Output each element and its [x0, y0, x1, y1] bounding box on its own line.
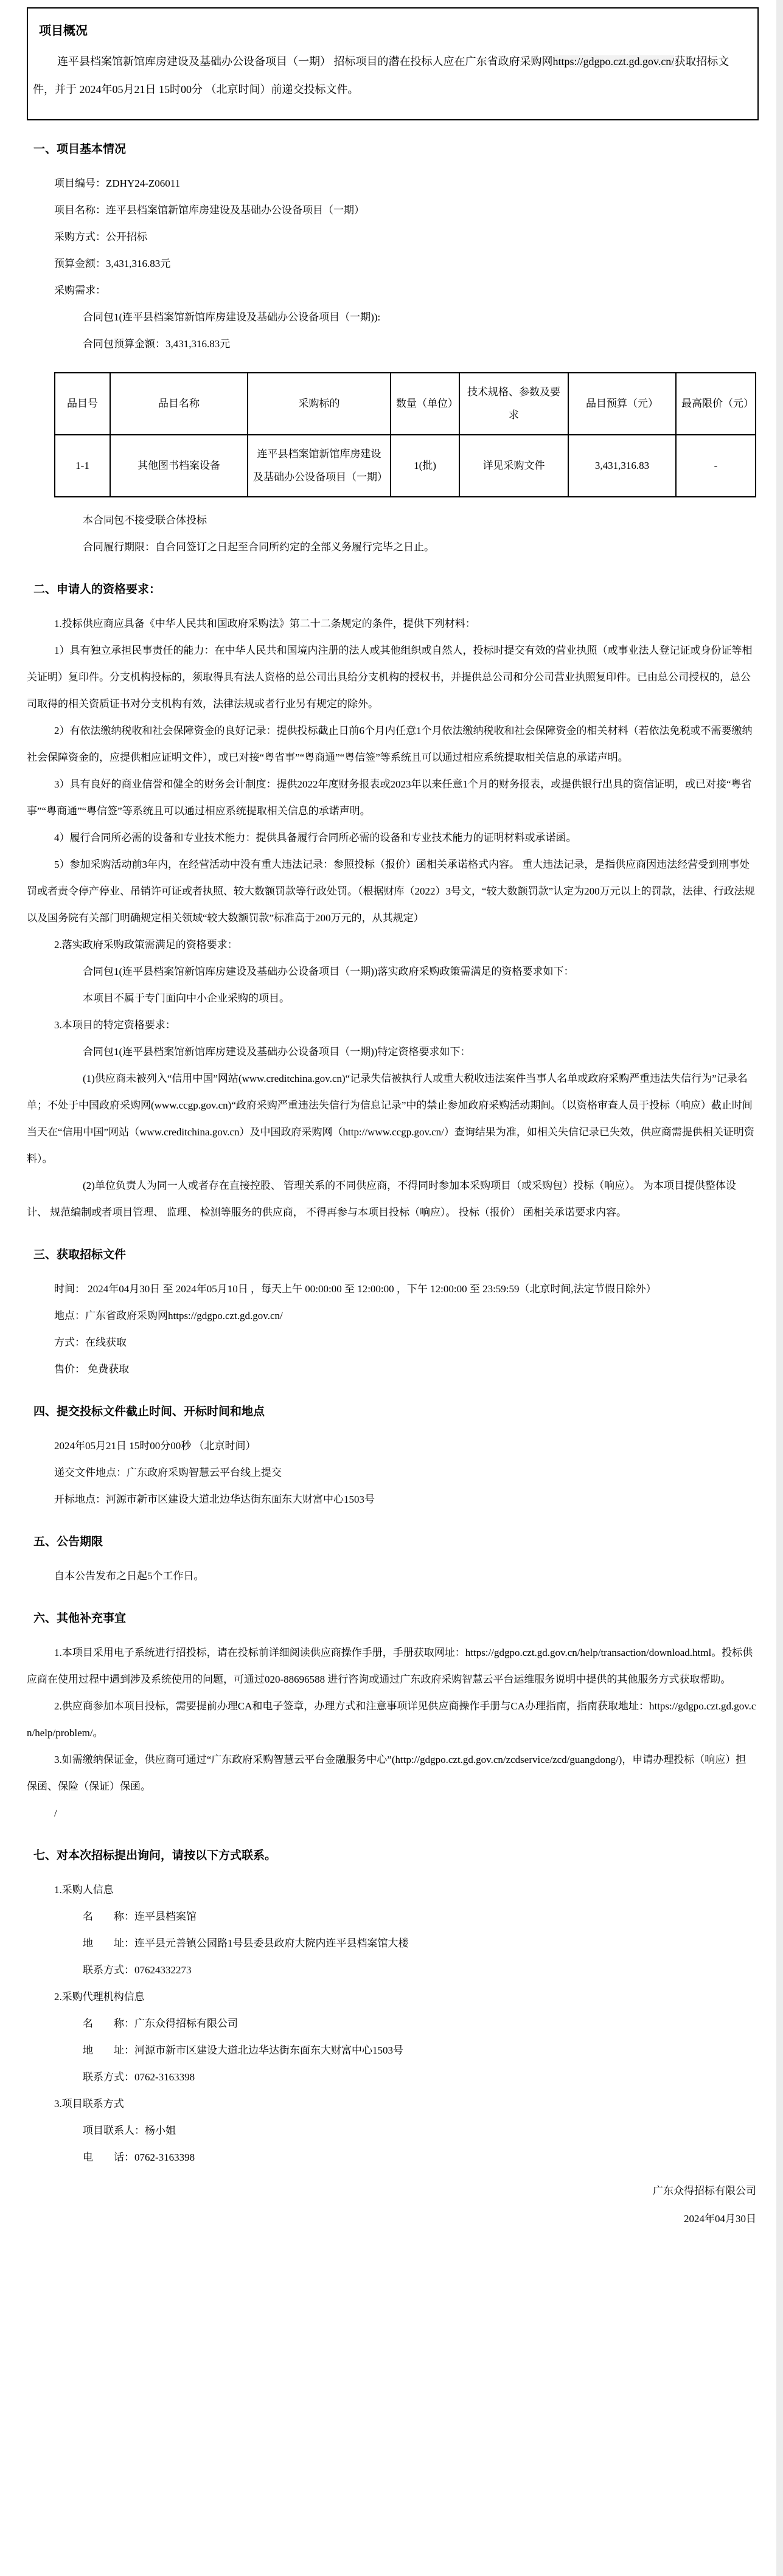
buyer-address: 地 址：连平县元善镇公园路1号县委县政府大院内连平县档案馆大楼 — [83, 1937, 409, 1949]
qualification-item-3: 3）具有良好的商业信誉和健全的财务会计制度：提供2022年度财务报表或2023年以来任意1个月的财务报表，或提供银行出具的资信证明，或已对接“粤省事”“粤商通”“粤信签”等系统且可以通过相应系统提取相关信息的承诺声明。 — [27, 778, 752, 817]
contract-duration: 合同履行期限：自合同签订之日起至合同所约定的全部义务履行完毕之日止。 — [83, 541, 434, 553]
agency-name: 名 称：广东众得招标有限公司 — [83, 2018, 238, 2029]
specific-requirement-title: 3.本项目的特定资格要求： — [54, 1019, 176, 1031]
supplement-item-1: 1.本项目采用电子系统进行招投标，请在投标前详细阅读供应商操作手册，手册获取网址：https://gdgpo.czt.gd.gov.cn/help/transaction/download.html。投标供应商在使用过程中遇到涉及系统使用的问题，可通过020-88696588 进行咨询或通过广东政府采购智慧云平台运维服务说明中提供的其他服务方式获取帮助。 — [27, 1647, 753, 1685]
policy-requirement-package: 合同包1(连平县档案馆新馆库房建设及基础办公设备项目（一期))落实政府采购政策需满足的资格要求如下： — [83, 966, 574, 977]
qualification-item-2: 2）有依法缴纳税收和社会保障资金的良好记录：提供投标截止日前6个月内任意1个月依法缴纳税收和社会保障资金的相关材料（若依法免税或不需要缴纳社会保障资金的，应提供相应证明文件），或已对接“粤省事”“粤商通”“粤信签”等系统且可以通过相应系统提取相关信息的承诺声明。 — [27, 725, 753, 763]
section-1-heading: 一、项目基本情况 — [33, 143, 127, 156]
supplement-item-2: 2.供应商参加本项目投标，需要提前办理CA和电子签章，办理方式和注意事项详见供应商操作手册与CA办理指南，指南获取地址：https://gdgpo.czt.gd.gov.cn/help/problem/。 — [27, 1700, 756, 1739]
buyer-name: 名 称：连平县档案馆 — [83, 1911, 197, 1922]
supplement-slash: / — [54, 1807, 57, 1819]
col-item-budget: 品目预算（元） — [568, 373, 676, 435]
doc-obtain-place: 地点：广东省政府采购网https://gdgpo.czt.gd.gov.cn/ — [54, 1310, 283, 1321]
qualification-intro: 1.投标供应商应具备《中华人民共和国政府采购法》第二十二条规定的条件，提供下列材料： — [54, 618, 476, 629]
col-quantity: 数量（单位） — [391, 373, 459, 435]
project-contact-title: 3.项目联系方式 — [54, 2098, 124, 2110]
section-2-heading: 二、申请人的资格要求： — [33, 583, 161, 596]
bid-deadline: 2024年05月21日 15时00分00秒 （北京时间） — [54, 1440, 256, 1452]
items-table — [54, 372, 756, 497]
buyer-contact: 联系方式：07624332273 — [83, 1964, 192, 1976]
overview-intro-suffix: 获取招标文件，并于 2024年05月21日 15时00分 （北京时间）前递交投标文件。 — [33, 55, 729, 95]
doc-obtain-price: 售价： 免费获取 — [54, 1363, 130, 1375]
procurement-demand-label: 采购需求： — [54, 285, 106, 296]
cell-quantity: 1(批) — [391, 435, 459, 497]
cell-subject: 连平县档案馆新馆库房建设及基础办公设备项目（一期） — [248, 435, 391, 497]
col-subject: 采购标的 — [248, 373, 391, 435]
buyer-info-title: 1.采购人信息 — [54, 1884, 114, 1896]
budget-amount: 预算金额：3,431,316.83元 — [54, 258, 171, 269]
contract-package-budget: 合同包预算金额：3,431,316.83元 — [83, 338, 231, 350]
project-name: 项目名称：连平县档案馆新馆库房建设及基础办公设备项目（一期） — [54, 204, 364, 216]
specific-requirement-package: 合同包1(连平县档案馆新馆库房建设及基础办公设备项目（一期))特定资格要求如下： — [83, 1046, 471, 1058]
doc-obtain-time: 时间： 2024年04月30日 至 2024年05月10日 ，每天上午 00:00:00 至 12:00:00 ，下午 12:00:00 至 23:59:59（北京时间,法定节假日除外） — [54, 1283, 656, 1295]
announcement-period: 自本公告发布之日起5个工作日。 — [54, 1570, 204, 1582]
specific-requirement-1: (1)供应商未被列入“信用中国”网站(www.creditchina.gov.cn)“记录失信被执行人或重大税收违法案件当事人名单或政府采购严重违法失信行为”记录名单；不处于中国政府采购网(www.ccgp.gov.cn)“政府采购严重违法失信行为信息记录”中的禁止参加政府采购活动期间。（以资格审查人员于投标（响应）截止时间当天在“信用中国”网站（www.creditchina.gov.cn）及中国政府采购网（http://www.ccgp.gov.cn/）查询结果为准，如相关失信记录已失效，供应商需提供相关证明资料）。 — [27, 1073, 754, 1165]
section-5-heading: 五、公告期限 — [33, 1536, 103, 1548]
cell-item-name: 其他图书档案设备 — [110, 435, 248, 497]
cell-item-budget: 3,431,316.83 — [568, 435, 676, 497]
overview-intro — [33, 47, 750, 103]
contract-package-line: 合同包1(连平县档案馆新馆库房建设及基础办公设备项目（一期)): — [83, 311, 381, 323]
signature-block — [0, 2177, 783, 2233]
procurement-method: 采购方式：公开招标 — [54, 231, 147, 243]
supplement-item-3: 3.如需缴纳保证金，供应商可通过“广东政府采购智慧云平台金融服务中心”(http://gdgpo.czt.gd.gov.cn/zcdservice/zcd/guangdong/)，申请办理投标（响应）担保函、保险（保证）保函。 — [27, 1754, 746, 1792]
agency-address: 地 址：河源市新市区建设大道北边华达街东面东大财富中心1503号 — [83, 2045, 403, 2056]
section-7-heading: 七、对本次招标提出询问，请按以下方式联系。 — [33, 1849, 277, 1862]
section-3-heading: 三、获取招标文件 — [33, 1248, 127, 1261]
scrollbar-track[interactable] — [776, 0, 783, 2576]
cell-specs: 详见采购文件 — [459, 435, 568, 497]
col-price-cap: 最高限价（元） — [676, 373, 756, 435]
signature-date: 2024年04月30日 — [684, 2213, 756, 2225]
bid-submit-place: 递交文件地点：广东政府采购智慧云平台线上提交 — [54, 1467, 282, 1478]
items-table-header-row — [55, 373, 756, 435]
signature-company: 广东众得招标有限公司 — [653, 2185, 756, 2197]
procurement-site-url: https://gdgpo.czt.gd.gov.cn/ — [552, 55, 675, 68]
agency-info-title: 2.采购代理机构信息 — [54, 1991, 145, 2003]
section-4-heading: 四、提交投标文件截止时间、开标时间和地点 — [33, 1405, 265, 1418]
policy-requirement-title: 2.落实政府采购政策需满足的资格要求： — [54, 939, 238, 950]
agency-contact: 联系方式：0762-3163398 — [83, 2071, 195, 2083]
overview-intro-prefix: 连平县档案馆新馆库房建设及基础办公设备项目（一期） 招标项目的潜在投标人应在广东省政府采购网 — [57, 55, 553, 68]
project-overview-box — [27, 7, 759, 120]
col-item-name: 品目名称 — [110, 373, 248, 435]
policy-requirement-note: 本项目不属于专门面向中小企业采购的项目。 — [83, 992, 290, 1004]
doc-obtain-way: 方式：在线获取 — [54, 1337, 127, 1348]
overview-title: 项目概况 — [39, 24, 88, 38]
project-contact-person: 项目联系人：杨小姐 — [83, 2125, 176, 2136]
qualification-item-4: 4）履行合同所必需的设备和专业技术能力：提供具备履行合同所必需的设备和专业技术能力的证明材料或承诺函。 — [54, 832, 577, 843]
col-item-no: 品目号 — [55, 373, 110, 435]
project-contact-tel: 电 话：0762-3163398 — [83, 2152, 195, 2163]
bid-open-place: 开标地点：河源市新市区建设大道北边华达街东面东大财富中心1503号 — [54, 1494, 375, 1505]
items-table-row — [55, 435, 756, 497]
cell-item-no: 1-1 — [55, 435, 110, 497]
no-consortium-note: 本合同包不接受联合体投标 — [83, 514, 207, 526]
qualification-item-1: 1）具有独立承担民事责任的能力：在中华人民共和国境内注册的法人或其他组织或自然人，投标时提交有效的营业执照（或事业法人登记证或身份证等相关证明）复印件。分支机构投标的，须取得具有法人资格的总公司出具给分支机构的授权书，并提供总公司和分公司营业执照复印件。已由总公司授权的，总公司取得的相关资质证书对分支机构有效，法律法规或者行业另有规定的除外。 — [27, 645, 753, 710]
section-6-heading: 六、其他补充事宜 — [33, 1612, 127, 1625]
specific-requirement-2: (2)单位负责人为同一人或者存在直接控股、 管理关系的不同供应商，不得同时参加本采购项目（或采购包）投标（响应）。 为本项目提供整体设计、 规范编制或者项目管理、 监理、 检测等服务的供应商， 不得再参与本项目投标（响应）。 投标（报价） 函相关承诺要求内容。 — [27, 1180, 736, 1218]
qualification-item-5: 5）参加采购活动前3年内，在经营活动中没有重大违法记录：参照投标（报价）函相关承诺格式内容。 重大违法记录，是指供应商因违法经营受到刑事处罚或者责令停产停业、吊销许可证或者执照、较大数额罚款等行政处罚。（根据财库（2022）3号文，“较大数额罚款”认定为200万元以上的罚款，法律、行政法规以及国务院有关部门明确规定相关领域“较大数额罚款”标准高于200万元的，从其规定） — [27, 859, 755, 924]
cell-price-cap: - — [676, 435, 756, 497]
col-specs: 技术规格、参数及要求 — [459, 373, 568, 435]
project-number: 项目编号：ZDHY24-Z06011 — [54, 178, 181, 189]
